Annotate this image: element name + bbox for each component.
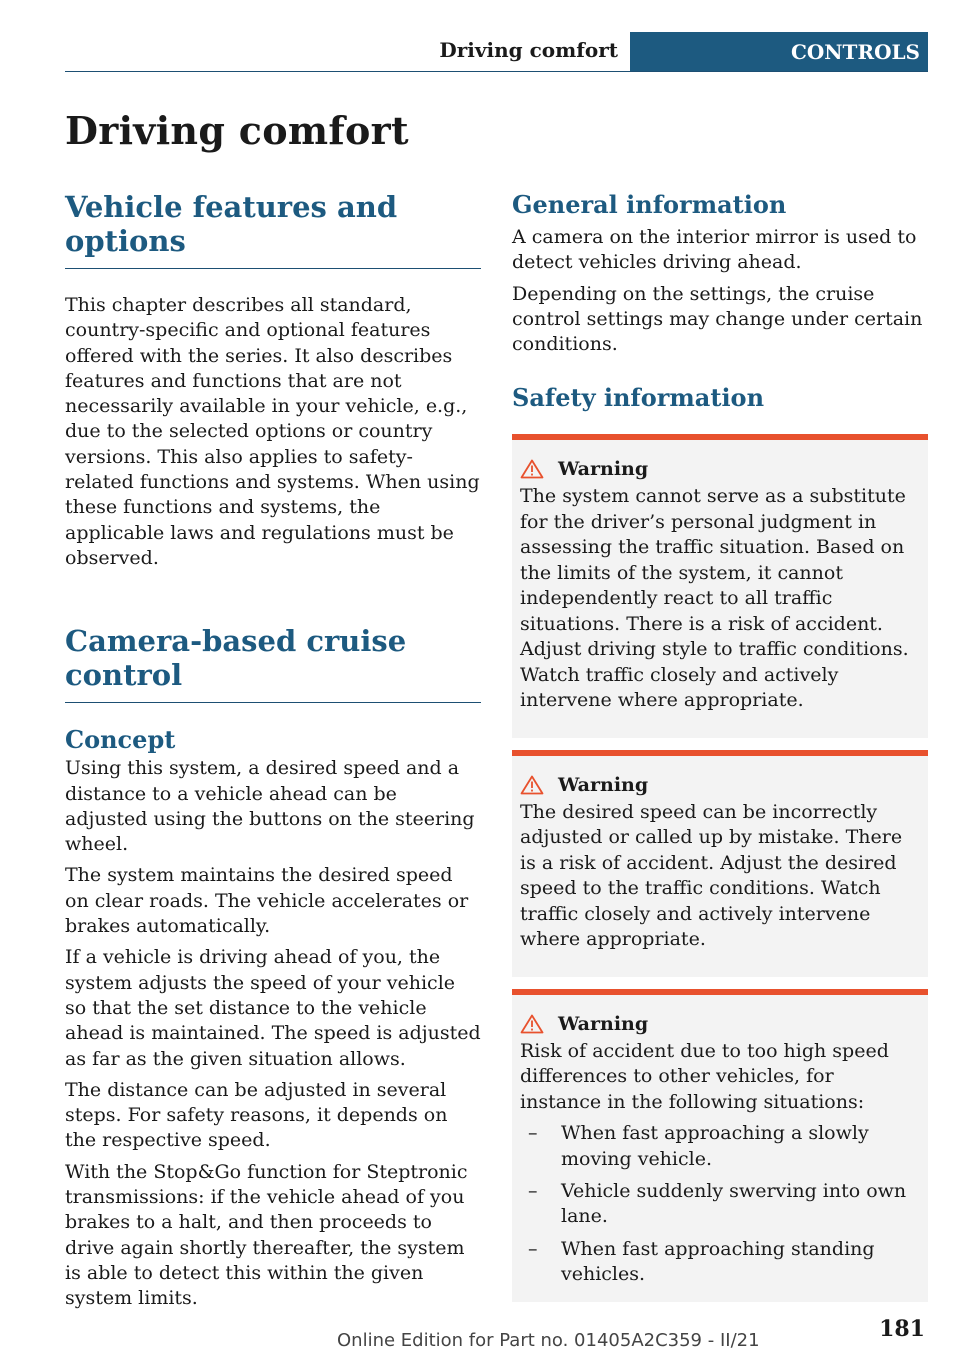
warning-text: The system cannot serve as a substitute for the driver’s personal judgment in assessing the traffic situation. Based on the limits of the system, it cannot independently react to all traffic situations. There is a risk of accident. Adjust driving style to traffic conditions. Watch traffic closely and actively intervene where appropriate. [520, 485, 909, 712]
warning-text: The desired speed can be incorrectly adjusted or called up by mistake. There is a risk of accident. Adjust the desired speed to the traffic conditions. Watch traffic closely and actively intervene where appropriate. [520, 800, 903, 951]
warning-text: Risk of accident due to too high speed differences to other vehicles, for instance in the following situations: [520, 1039, 889, 1113]
warning-label: Warning [558, 773, 649, 796]
vehicle-features-heading: Vehicle features and options [65, 190, 481, 269]
page-title: Driving comfort [65, 108, 409, 153]
warning-label: Warning [558, 458, 649, 481]
list-item: – When fast approaching standing vehicles. [520, 1237, 920, 1288]
concept-paragraph: The system maintains the desired speed on clear roads. The vehicle accelerates or brakes automatically. [65, 864, 469, 938]
warning-box [512, 989, 928, 1302]
right-column [512, 190, 928, 1302]
list-item: – Vehicle suddenly swerving into own lane. [520, 1179, 920, 1230]
vehicle-features-text: This chapter describes all standard, country-specific and optional features offered with the series. It also describes features and functions that are not necessarily available in your vehicle, e.g., due to the selected options or country versions. This also applies to safety-related functions and systems. When using these functions and systems, the applicable laws and regulations must be observed. [65, 294, 480, 569]
safety-information-heading: Safety information [512, 383, 765, 413]
warning-box [512, 750, 928, 977]
header-section-title: Driving comfort [439, 38, 618, 62]
general-paragraph: Depending on the settings, the cruise control settings may change under certain conditions. [512, 282, 923, 356]
warning-label: Warning [558, 1012, 649, 1035]
warning-box [512, 434, 928, 738]
concept-paragraph: Using this system, a desired speed and a distance to a vehicle ahead can be adjusted using the buttons on the steering wheel. [65, 757, 475, 856]
warning-triangle-icon [520, 1014, 544, 1034]
header-chapter-tab: CONTROLS [630, 32, 928, 71]
concept-heading: Concept [65, 725, 176, 755]
concept-paragraph: If a vehicle is driving ahead of you, the system adjusts the speed of your vehicle so that the set distance to the vehicle ahead is maintained. The speed is adjusted as far as the given situation allows. [65, 946, 481, 1070]
general-paragraph: A camera on the interior mirror is used to detect vehicles driving ahead. [512, 226, 917, 274]
warning-header [520, 774, 920, 796]
general-information-heading: General information [512, 190, 787, 219]
warning-header [520, 458, 920, 480]
cruise-control-heading: Camera-based cruise control [65, 624, 481, 703]
page-header [65, 32, 928, 72]
footer-edition: Online Edition for Part no. 01405A2C359 - II/21 [337, 1330, 760, 1351]
concept-paragraph: With the Stop&Go function for Steptronic transmissions: if the vehicle ahead of you brakes to a halt, and then proceeds to drive again shortly thereafter, the system is able to detect this within the given system limits. [65, 1160, 468, 1310]
list-item: – When fast approaching a slowly moving vehicle. [520, 1121, 920, 1172]
warning-triangle-icon [520, 459, 544, 479]
concept-paragraph: The distance can be adjusted in several steps. For safety reasons, it depends on the respective speed. [65, 1078, 448, 1152]
warning-header [520, 1013, 920, 1035]
warning-situation-list [520, 1121, 920, 1287]
left-column [65, 190, 481, 1312]
warning-triangle-icon [520, 775, 544, 795]
page-number: 181 [879, 1316, 925, 1342]
header-rule [65, 71, 928, 72]
